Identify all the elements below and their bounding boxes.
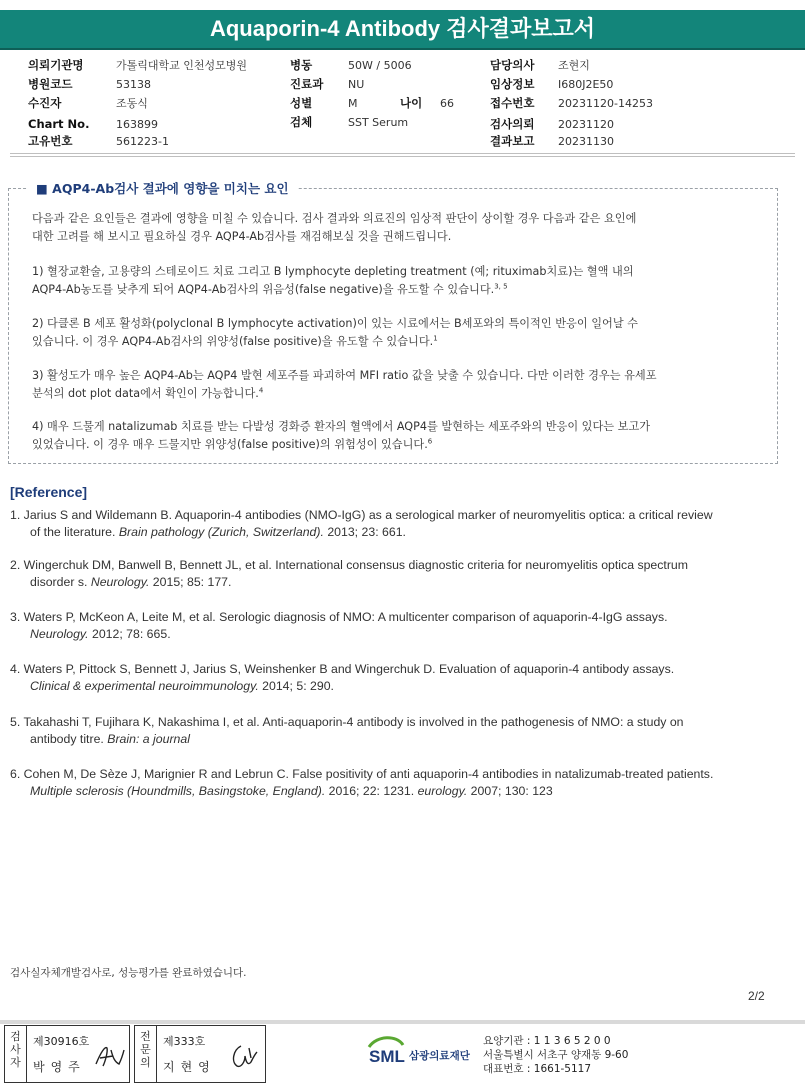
dept-row: [290, 77, 364, 92]
sex-age-row: [290, 96, 454, 111]
ref-4-journal: Clinical & experimental neuroimmunology.: [30, 679, 259, 693]
hospital-code-label: 병원코드: [28, 77, 73, 91]
report-row: [490, 134, 614, 149]
ref-1-text: of the literature.: [30, 525, 119, 539]
org-phone: 대표번호 : 1661-5117: [483, 1063, 592, 1075]
footer-divider: [0, 1020, 805, 1024]
chart-label: Chart No.: [28, 117, 90, 131]
factors-title-text: AQP4-Ab검사 결과에 영향을 미치는 요인: [52, 181, 289, 196]
validation-note: 검사실자체개발검사로, 성능평가를 완료하였습니다.: [10, 967, 247, 979]
ref-4-line-1: 4. Waters P, Pittock S, Bennett J, Jarius S, Weinshenker B and Wingerchuk D. Evaluation of aquaporin-4 antibody assays.: [10, 662, 675, 676]
ref-6-journal-2: eurology.: [417, 784, 468, 798]
checker-signature-box: [4, 1025, 130, 1083]
ref-6-citation: 2016; 22: 1231.: [325, 784, 418, 798]
sex-value: M: [348, 97, 358, 110]
reference-item-6: [10, 766, 785, 800]
specialist-name: 지현영: [163, 1060, 216, 1074]
org-name: 삼광의료재단: [409, 1050, 470, 1062]
factor-1-citation: 3, 5: [494, 282, 508, 291]
factor-1: [32, 263, 772, 299]
checker-signature-icon: [93, 1042, 127, 1072]
page-number: 2/2: [748, 989, 765, 1003]
unique-label: 고유번호: [28, 134, 73, 148]
specialist-signature-box: [134, 1025, 266, 1083]
unique-row: [28, 134, 169, 149]
title-underline: [0, 48, 805, 50]
factor-2-citation: 1: [433, 334, 438, 343]
ref-1-journal: Brain pathology (Zurich, Switzerland).: [118, 525, 324, 539]
reference-heading: [Reference]: [10, 484, 88, 500]
checker-name: 박영주: [33, 1060, 86, 1074]
specialist-signature-icon: [227, 1040, 261, 1072]
factor-3-citation: 4: [258, 386, 264, 395]
ref-5-journal: Brain: a journal: [107, 732, 190, 746]
specialist-tag: 전문의: [135, 1026, 157, 1082]
clinical-row: [490, 77, 613, 92]
ref-6-citation-2: 2007; 130: 123: [467, 784, 553, 798]
request-row: [490, 117, 614, 132]
factor-4-citation: 6: [427, 437, 433, 446]
factor-1-line-1: 1) 혈장교환술, 고용량의 스테로이드 치료 그리고 B lymphocyte depleting treatment (예; rituximab치료)는 혈액 내의: [32, 265, 634, 278]
lab-info: [483, 1034, 628, 1076]
request-label: 검사의뢰: [490, 117, 535, 131]
ref-6-line-1: 6. Cohen M, De Sèze J, Marignier R and Lebrun C. False positivity of anti aquaporin-4 antibodies in natalizumab-treated patients.: [10, 767, 714, 781]
ref-1-line-1: 1. Jarius S and Wildemann B. Aquaporin-4 antibodies (NMO-IgG) as a serological marker of neuromyelitis optica: a critical review: [10, 508, 713, 522]
factor-1-line-2: AQP4-Ab농도를 낮추게 되어 AQP4-Ab검사의 위음성(false negative)을 유도할 수 있습니다.: [32, 283, 495, 296]
header-divider: [10, 153, 795, 154]
ref-3-journal: Neurology.: [30, 627, 89, 641]
reference-item-4: [10, 661, 785, 695]
ward-label: 병동: [290, 58, 313, 72]
report-value: 20231130: [558, 135, 614, 148]
factor-2-line-1: 2) 다클론 B 세포 활성화(polyclonal B lymphocyte activation)이 있는 시료에서는 B세포와의 특이적인 반응이 일어날 수: [32, 317, 638, 330]
doctor-row: [490, 58, 590, 73]
age-label: 나이: [400, 96, 423, 110]
clinical-value: I680J2E50: [558, 78, 614, 91]
org-code: 요양기관 : 1 1 3 6 5 2 0 0: [483, 1035, 611, 1047]
report-title: Aquaporin-4 Antibody 검사결과보고서: [0, 10, 805, 48]
patient-value: 조동식: [116, 97, 148, 110]
reference-item-5: [10, 714, 785, 748]
factor-4: [32, 418, 772, 454]
patient-label: 수진자: [28, 96, 62, 110]
ref-2-citation: 2015; 85: 177.: [149, 575, 232, 589]
unique-value: 561223-1: [116, 135, 169, 148]
age-value: 66: [440, 97, 454, 110]
ref-5-text: antibody titre.: [30, 732, 108, 746]
factor-2-line-2: 있습니다. 이 경우 AQP4-Ab검사의 위양성(false positive)을 유도할 수 있습니다.: [32, 335, 434, 348]
institution-value: 가톨릭대학교 인천성모병원: [116, 59, 248, 72]
chart-row: [28, 117, 158, 132]
factor-3-line-2: 분석의 dot plot data에서 확인이 가능합니다.: [32, 387, 259, 400]
intro-line-2: 대한 고려를 해 보시고 필요하실 경우 AQP4-Ab검사를 재검해보실 것을 권해드립니다.: [32, 230, 452, 243]
header-divider-2: [10, 156, 795, 157]
report-label: 결과보고: [490, 134, 535, 148]
square-bullet-icon: ■: [36, 181, 48, 196]
ref-6-journal: Multiple sclerosis (Houndmills, Basingstoke, England).: [30, 784, 326, 798]
factor-3-line-1: 3) 활성도가 매우 높은 AQP4-Ab는 AQP4 발현 세포주를 파괴하여 MFI ratio 값을 낮출 수 있습니다. 다만 이러한 경우는 유세포: [32, 369, 657, 382]
factors-intro: [32, 210, 772, 246]
reference-item-1: [10, 507, 785, 541]
sml-logo-icon: [367, 1035, 487, 1069]
request-value: 20231120: [558, 118, 614, 131]
receipt-value: 20231120-14253: [558, 97, 653, 110]
factor-2: [32, 315, 772, 351]
factor-3: [32, 367, 772, 403]
ref-5-line-1: 5. Takahashi T, Fujihara K, Nakashima I, et al. Anti-aquaporin-4 antibody is involved in the pathogenesis of NMO: a study on: [10, 715, 684, 729]
dept-value: NU: [348, 78, 365, 91]
factors-title: [28, 179, 297, 197]
ward-row: [290, 58, 412, 73]
chart-value: 163899: [116, 118, 158, 131]
institution-row: [28, 58, 247, 73]
ref-2-text: disorder s.: [30, 575, 91, 589]
intro-line-1: 다음과 같은 요인들은 결과에 영향을 미칠 수 있습니다. 검사 결과와 의료진의 임상적 판단이 상이할 경우 다음과 같은 요인에: [32, 212, 637, 225]
specimen-value: SST Serum: [348, 116, 409, 129]
checker-tag: 검사자: [5, 1026, 27, 1082]
ref-3-citation: 2012; 78: 665.: [88, 627, 171, 641]
specimen-label: 검체: [290, 115, 313, 129]
institution-label: 의뢰기관명: [28, 58, 84, 72]
ref-2-journal: Neurology.: [90, 575, 150, 589]
checker-number: 제30916호: [33, 1035, 90, 1048]
ward-value: 50W / 5006: [348, 59, 412, 72]
factor-4-line-2: 있었습니다. 이 경우 매우 드물지만 위양성(false positive)의 위험성이 있습니다.: [32, 438, 428, 451]
sex-label: 성별: [290, 96, 313, 110]
clinical-label: 임상정보: [490, 77, 535, 91]
ref-2-line-1: 2. Wingerchuk DM, Banwell B, Bennett JL, et al. International consensus diagnostic criteria for neuromyelitis optica spectrum: [10, 558, 689, 572]
factor-4-line-1: 4) 매우 드물게 natalizumab 치료를 받는 다발성 경화증 환자의 혈액에서 AQP4를 발현하는 세포주와의 반응이 있다는 보고가: [32, 420, 651, 433]
specialist-number: 제333호: [163, 1035, 206, 1048]
receipt-row: [490, 96, 653, 111]
receipt-label: 접수번호: [490, 96, 535, 110]
logo-text: SML: [369, 1047, 405, 1066]
hospital-code-value: 53138: [116, 78, 151, 91]
org-address: 서울특별시 서초구 양재동 9-60: [483, 1049, 629, 1061]
reference-item-3: [10, 609, 785, 643]
ref-4-citation: 2014; 5: 290.: [258, 679, 334, 693]
dept-label: 진료과: [290, 77, 324, 91]
reference-item-2: [10, 557, 785, 591]
specimen-row: [290, 115, 408, 130]
doctor-value: 조현지: [558, 59, 590, 72]
doctor-label: 담당의사: [490, 58, 535, 72]
ref-1-citation: 2013; 23: 661.: [323, 525, 406, 539]
patient-row: [28, 96, 148, 111]
hospital-code-row: [28, 77, 151, 92]
ref-3-line-1: 3. Waters P, McKeon A, Leite M, et al. Serologic diagnosis of NMO: A multicenter comparison of aquaporin-4-IgG assays.: [10, 610, 668, 624]
